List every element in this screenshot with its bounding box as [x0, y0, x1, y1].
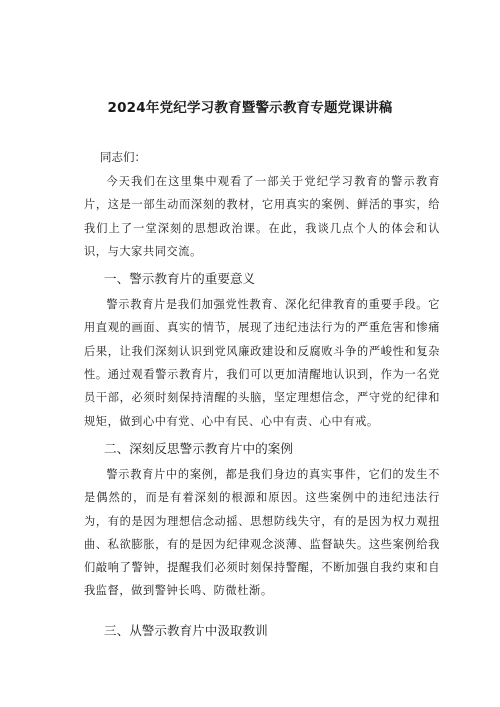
document-title: 2024年党纪学习教育暨警示教育专题党课讲稿 [107, 100, 393, 116]
section-body-1: 警示教育片是我们加强党性教育、深化纪律教育的重要手段。它用直观的画面、真实的情节，展现了违纪违法行为的严重危害和惨痛后果，让我们深刻认识到党风廉政建设和反腐败斗争的严峻性和复杂性。通过观看警示教育片，我们可以更加清醒地认识到，作为一名党员干部，必须时刻保持清醒的头脑，坚定理想信念，严守党的纪律和规矩，做到心中有党、心中有民、心中有责、心中有戒。 [84, 298, 440, 428]
document-body [84, 146, 440, 645]
section-heading-1: 一、警示教育片的重要意义 [104, 271, 256, 287]
section-heading-2: 二、深刻反思警示教育片中的案例 [104, 440, 293, 456]
section-body-2: 警示教育片中的案例，都是我们身边的真实事件，它们的发生不是偶然的，而是有着深刻的根源和原因。这些案例中的违纪违法行为，有的是因为理想信念动摇、思想防线失守，有的是因为权力观扭曲、私欲膨胀，有的是因为纪律观念淡薄、监督缺失。这些案例给我们敲响了警钟，提醒我们必须时刻保持警醒，不断加强自我约束和自我监督，做到警钟长鸣、防微杜渐。 [84, 467, 440, 598]
section-heading-3: 三、从警示教育片中汲取教训 [104, 622, 268, 638]
intro-paragraph: 今天我们在这里集中观看了一部关于党纪学习教育的警示教育片，这是一部生动而深刻的教材，它用真实的案例、鲜活的事实，给我们上了一堂深刻的思想政治课。在此，我谈几点个人的体会和认识，与大家共同交流。 [84, 175, 440, 258]
salutation: 同志们： [100, 150, 146, 164]
